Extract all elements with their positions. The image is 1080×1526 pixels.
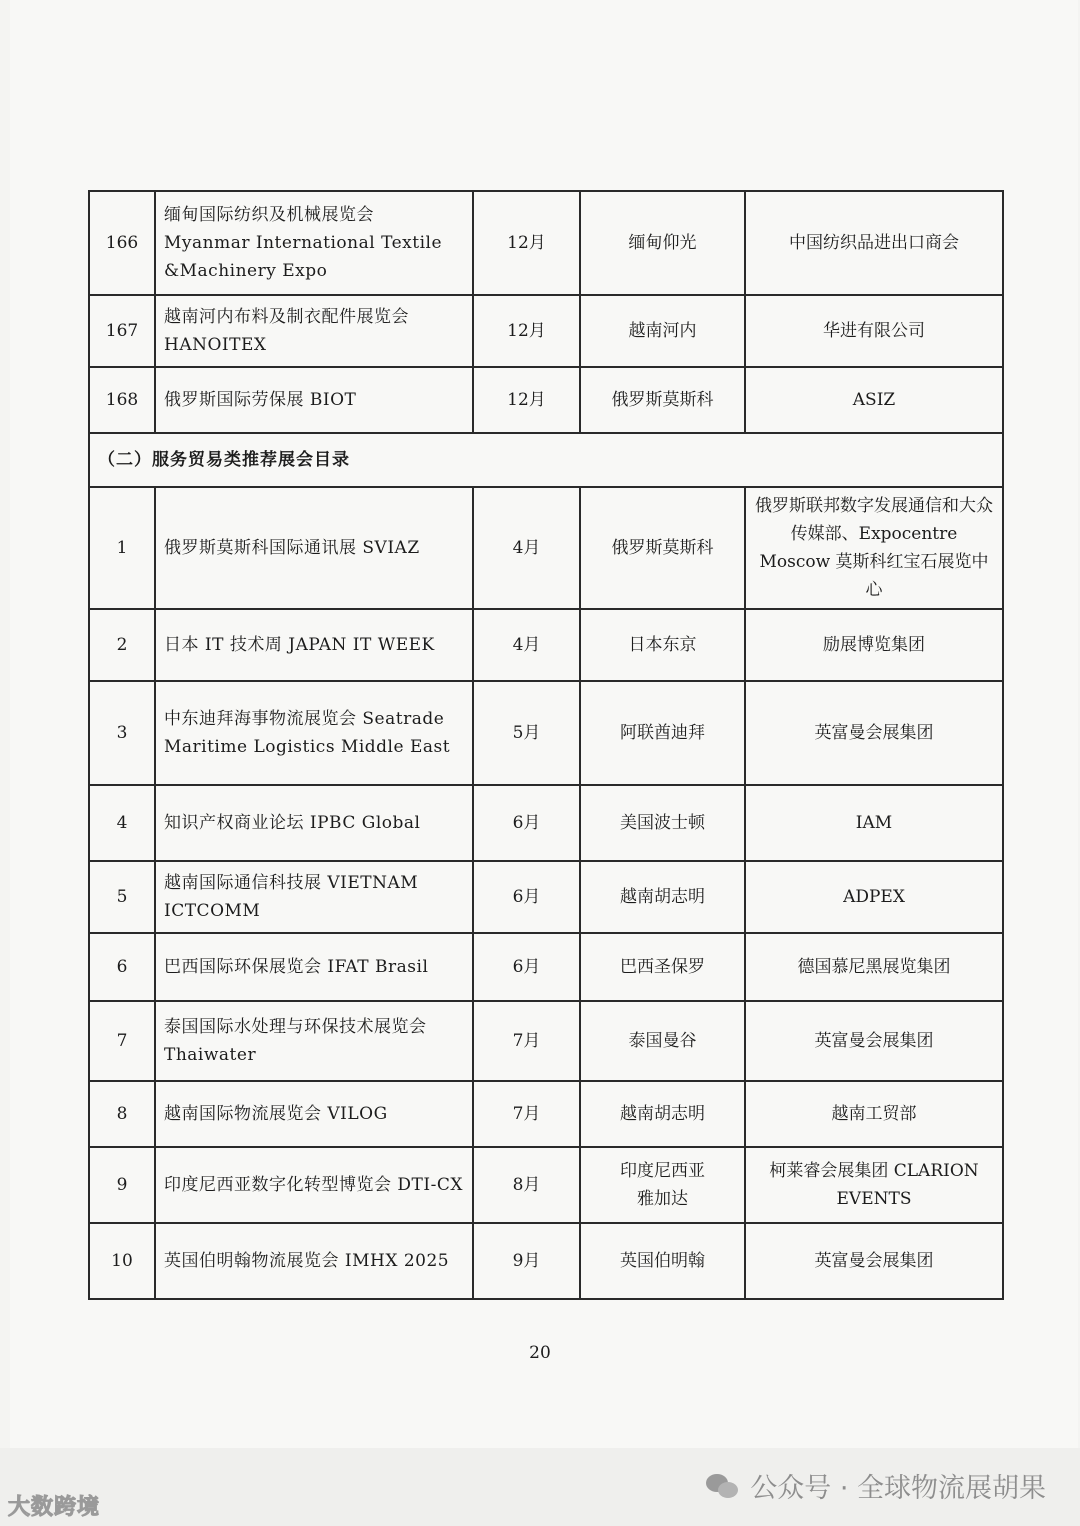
organizer-cell: 英富曼会展集团 [745, 1001, 1003, 1081]
exhibition-name-cell: 巴西国际环保展览会 IFAT Brasil [155, 933, 473, 1001]
month-cell: 4月 [473, 609, 580, 681]
exhibition-name-cell: 越南国际物流展览会 VILOG [155, 1081, 473, 1147]
month-cell: 12月 [473, 191, 580, 295]
location-cell: 英国伯明翰 [580, 1223, 745, 1299]
wechat-icon [706, 1472, 740, 1500]
organizer-cell: ADPEX [745, 861, 1003, 933]
table-row [89, 191, 1003, 295]
table-row [89, 295, 1003, 367]
location-cell: 日本东京 [580, 609, 745, 681]
organizer-cell: 德国慕尼黑展览集团 [745, 933, 1003, 1001]
table-row [89, 1081, 1003, 1147]
wechat-watermark [706, 1466, 1046, 1505]
organizer-cell: 英富曼会展集团 [745, 681, 1003, 785]
month-cell: 8月 [473, 1147, 580, 1223]
organizer-cell: IAM [745, 785, 1003, 861]
exhibition-name-cell: 俄罗斯国际劳保展 BIOT [155, 367, 473, 433]
row-number-cell: 6 [89, 933, 155, 1001]
month-cell: 12月 [473, 295, 580, 367]
month-cell: 5月 [473, 681, 580, 785]
location-cell: 美国波士顿 [580, 785, 745, 861]
location-cell: 阿联酋迪拜 [580, 681, 745, 785]
exhibition-name-cell: 俄罗斯莫斯科国际通讯展 SVIAZ [155, 487, 473, 609]
organizer-cell: ASIZ [745, 367, 1003, 433]
table-row [89, 861, 1003, 933]
table-row [89, 1001, 1003, 1081]
exhibition-name-cell: 中东迪拜海事物流展览会 Seatrade Maritime Logistics Middle East [155, 681, 473, 785]
wechat-account-text: 公众号 · 全球物流展胡果 [750, 1473, 1046, 1504]
row-number-cell: 10 [89, 1223, 155, 1299]
organizer-cell: 俄罗斯联邦数字发展通信和大众传媒部、Expocentre Moscow 莫斯科红宝石展览中心 [745, 487, 1003, 609]
month-cell: 6月 [473, 861, 580, 933]
row-number-cell: 166 [89, 191, 155, 295]
row-number-cell: 167 [89, 295, 155, 367]
table-row [89, 367, 1003, 433]
organizer-cell: 越南工贸部 [745, 1081, 1003, 1147]
location-cell: 巴西圣保罗 [580, 933, 745, 1001]
month-cell: 9月 [473, 1223, 580, 1299]
exhibition-name-cell: 日本 IT 技术周 JAPAN IT WEEK [155, 609, 473, 681]
exhibition-table [88, 190, 1004, 1300]
table-row [89, 933, 1003, 1001]
month-cell: 7月 [473, 1001, 580, 1081]
exhibition-name-cell: 越南河内布料及制衣配件展览会 HANOITEX [155, 295, 473, 367]
table-row [89, 1147, 1003, 1223]
row-number-cell: 3 [89, 681, 155, 785]
organizer-cell: 励展博览集团 [745, 609, 1003, 681]
month-cell: 12月 [473, 367, 580, 433]
location-cell: 缅甸仰光 [580, 191, 745, 295]
location-cell: 俄罗斯莫斯科 [580, 367, 745, 433]
section-title: （二）服务贸易类推荐展会目录 [89, 433, 1003, 487]
table-row [89, 1223, 1003, 1299]
location-cell: 俄罗斯莫斯科 [580, 487, 745, 609]
site-logo: 大数跨境 [8, 1495, 101, 1520]
organizer-cell: 华进有限公司 [745, 295, 1003, 367]
row-number-cell: 8 [89, 1081, 155, 1147]
organizer-cell: 英富曼会展集团 [745, 1223, 1003, 1299]
location-cell: 越南胡志明 [580, 1081, 745, 1147]
location-cell: 越南胡志明 [580, 861, 745, 933]
row-number-cell: 9 [89, 1147, 155, 1223]
row-number-cell: 5 [89, 861, 155, 933]
exhibition-name-cell: 印度尼西亚数字化转型博览会 DTI-CX [155, 1147, 473, 1223]
row-number-cell: 4 [89, 785, 155, 861]
row-number-cell: 168 [89, 367, 155, 433]
location-cell: 泰国曼谷 [580, 1001, 745, 1081]
location-cell: 越南河内 [580, 295, 745, 367]
month-cell: 6月 [473, 933, 580, 1001]
table-row [89, 487, 1003, 609]
table-row [89, 681, 1003, 785]
exhibition-name-cell: 泰国国际水处理与环保技术展览会 Thaiwater [155, 1001, 473, 1081]
month-cell: 6月 [473, 785, 580, 861]
month-cell: 4月 [473, 487, 580, 609]
section-header-row [89, 433, 1003, 487]
month-cell: 7月 [473, 1081, 580, 1147]
exhibition-name-cell: 知识产权商业论坛 IPBC Global [155, 785, 473, 861]
table-row [89, 785, 1003, 861]
organizer-cell: 中国纺织品进出口商会 [745, 191, 1003, 295]
row-number-cell: 1 [89, 487, 155, 609]
exhibition-name-cell: 英国伯明翰物流展览会 IMHX 2025 [155, 1223, 473, 1299]
exhibition-name-cell: 缅甸国际纺织及机械展览会 Myanmar International Textile &Machinery Expo [155, 191, 473, 295]
organizer-cell: 柯莱睿会展集团 CLARION EVENTS [745, 1147, 1003, 1223]
page-number: 20 [529, 1343, 551, 1363]
exhibition-name-cell: 越南国际通信科技展 VIETNAM ICTCOMM [155, 861, 473, 933]
table-row [89, 609, 1003, 681]
location-cell: 印度尼西亚 雅加达 [580, 1147, 745, 1223]
row-number-cell: 7 [89, 1001, 155, 1081]
row-number-cell: 2 [89, 609, 155, 681]
